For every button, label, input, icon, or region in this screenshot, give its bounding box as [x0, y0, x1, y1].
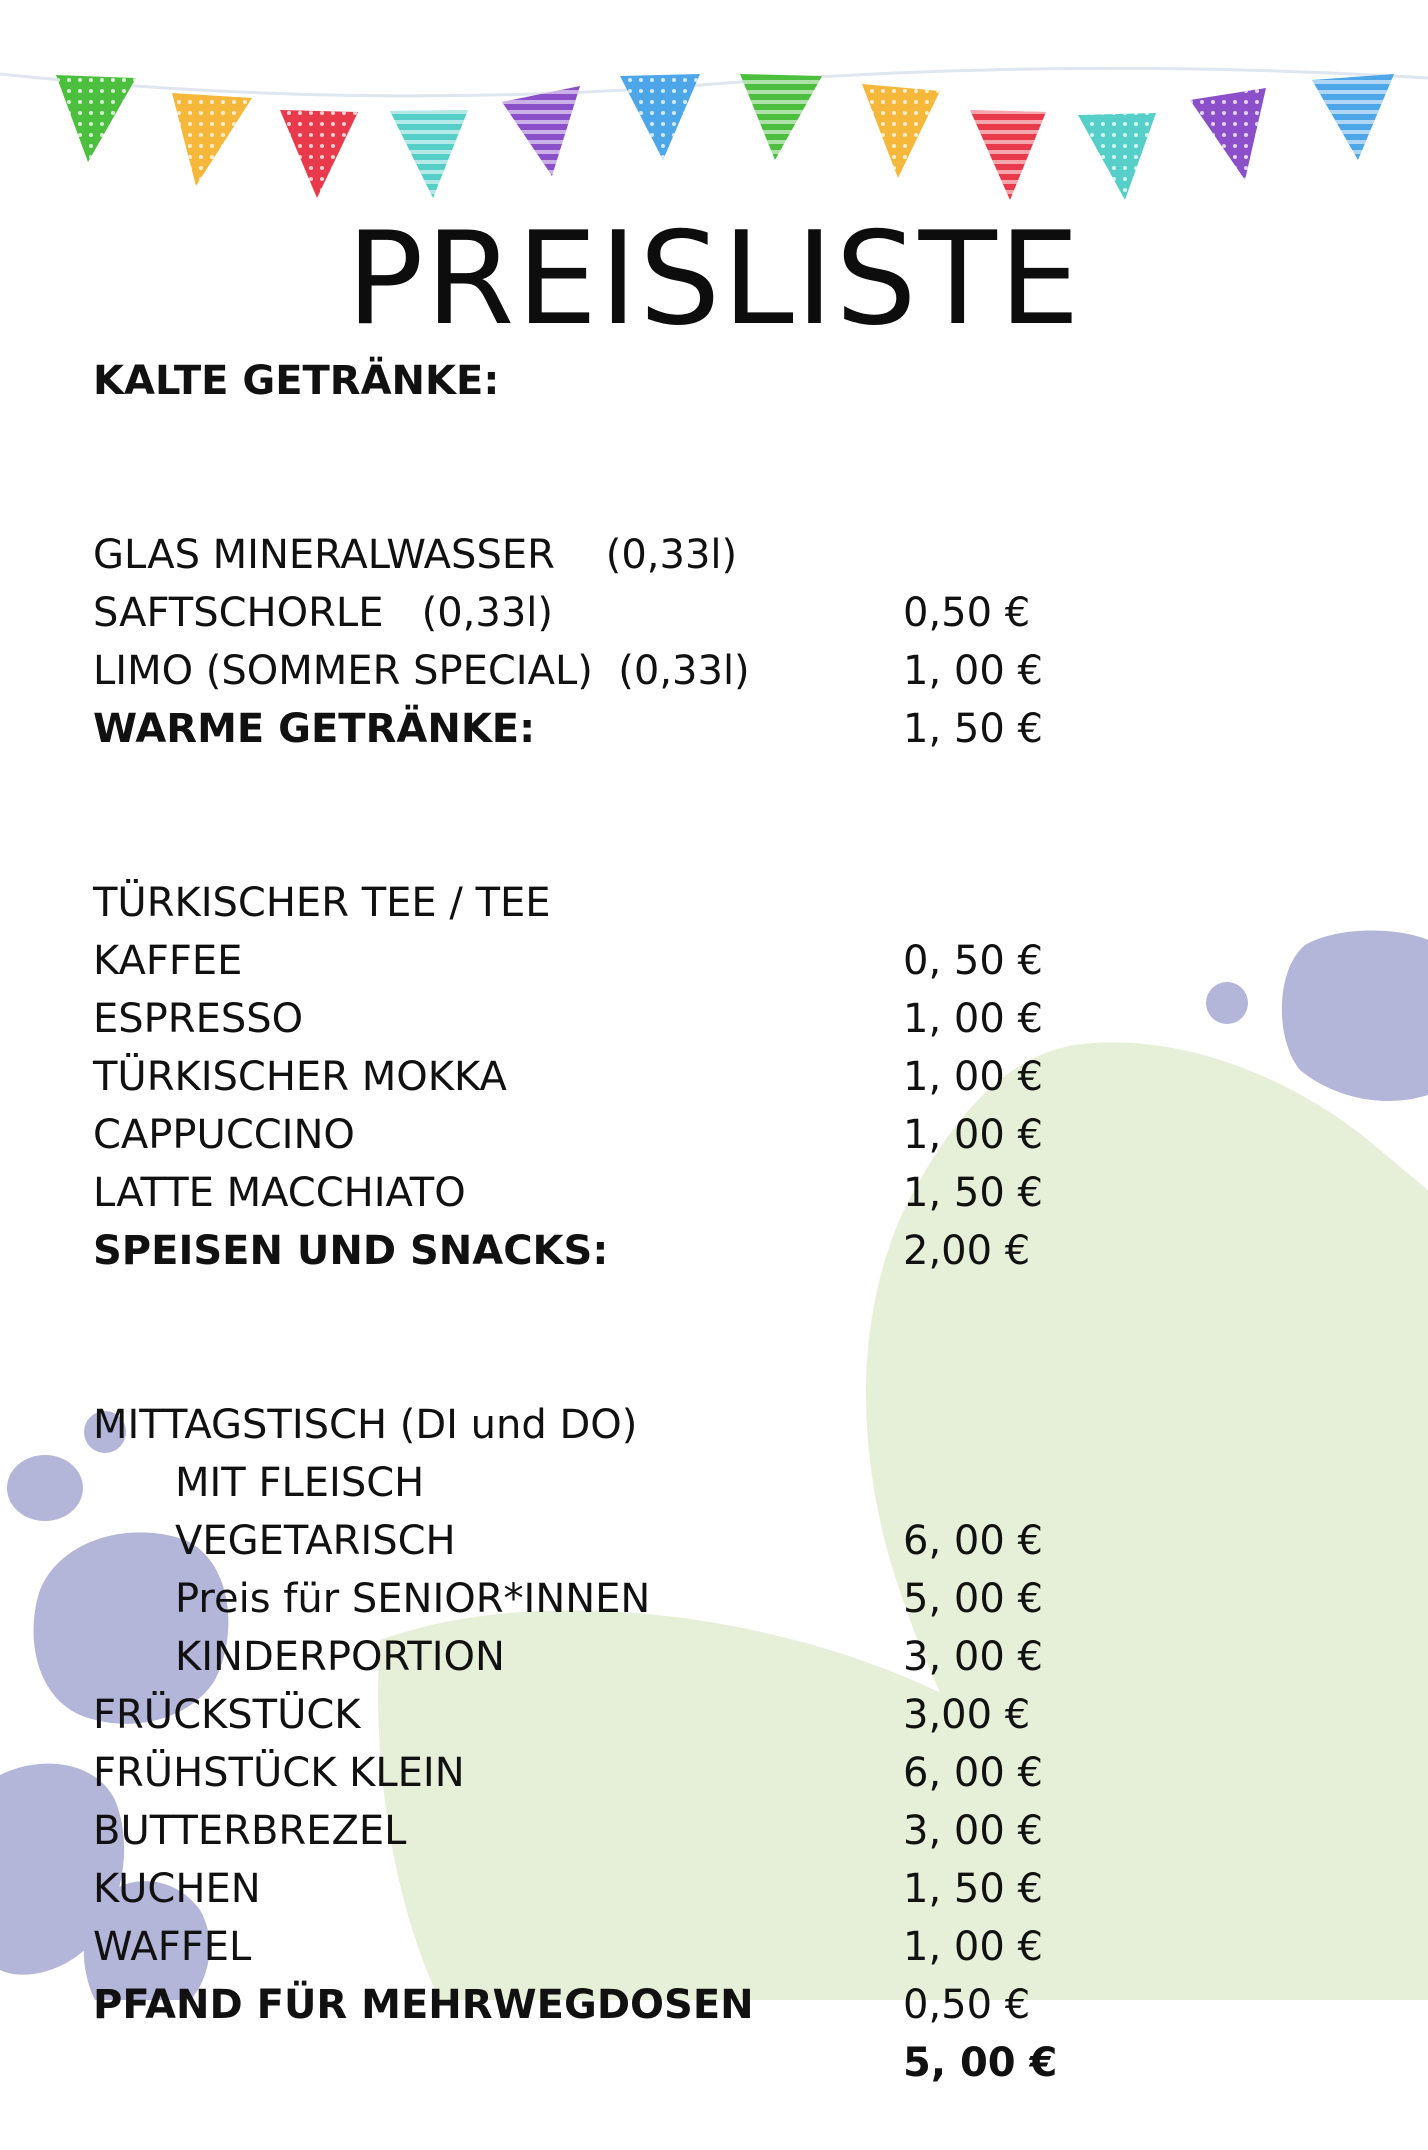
- item-price: 6, 00 €: [903, 1750, 1043, 1796]
- item-name: TÜRKISCHER MOKKA: [93, 1054, 507, 1100]
- item-name: ESPRESSO: [93, 996, 304, 1042]
- section-heading-warm-drinks: WARME GETRÄNKE:: [93, 706, 536, 752]
- item-name: MIT FLEISCH: [175, 1460, 425, 1506]
- item-price: 2,00 €: [903, 1228, 1031, 1274]
- item-name: KINDERPORTION: [175, 1634, 505, 1680]
- item-name: FRÜHSTÜCK KLEIN: [93, 1750, 465, 1796]
- item-name: KUCHEN: [93, 1866, 261, 1912]
- item-price: 1, 00 €: [903, 1054, 1043, 1100]
- section-heading-food: SPEISEN UND SNACKS:: [93, 1228, 609, 1274]
- bunting-string: [0, 68, 1428, 96]
- deposit-price: 5, 00 €: [903, 2040, 1058, 2086]
- item-name: TÜRKISCHER TEE / TEE: [93, 880, 551, 926]
- item-price: 0,50 €: [903, 1982, 1031, 2028]
- item-price: 1, 50 €: [903, 706, 1043, 752]
- item-name: LIMO (SOMMER SPECIAL) (0,33l): [93, 648, 750, 694]
- item-price: 1, 00 €: [903, 996, 1043, 1042]
- item-price: 3, 00 €: [903, 1808, 1043, 1854]
- item-name: LATTE MACCHIATO: [93, 1170, 466, 1216]
- item-name: KAFFEE: [93, 938, 243, 984]
- item-name: SAFTSCHORLE (0,33l): [93, 590, 553, 636]
- item-name: GLAS MINERALWASSER (0,33l): [93, 532, 738, 578]
- deposit-name: PFAND FÜR MEHRWEGDOSEN: [93, 1982, 754, 2028]
- lunch-label: MITTAGSTISCH (DI und DO): [93, 1402, 638, 1448]
- item-name: CAPPUCCINO: [93, 1112, 355, 1158]
- item-price: 1, 50 €: [903, 1866, 1043, 1912]
- lavender-dot-left: [7, 1455, 83, 1521]
- item-price: 6, 00 €: [903, 1518, 1043, 1564]
- price-list: [93, 352, 1333, 2086]
- bunting-garland: [0, 0, 1428, 220]
- item-name: FRÜCKSTÜCK: [93, 1692, 361, 1738]
- item-name: BUTTERBREZEL: [93, 1808, 407, 1854]
- item-price: 3, 00 €: [903, 1634, 1043, 1680]
- item-price: 1, 00 €: [903, 1112, 1043, 1158]
- item-price: 1, 00 €: [903, 1924, 1043, 1970]
- item-name: VEGETARISCH: [175, 1518, 456, 1564]
- page-title: PREISLISTE: [346, 205, 1082, 354]
- item-price: 5, 00 €: [903, 1576, 1043, 1622]
- lunch-label-row: [93, 1338, 1333, 1448]
- item-price: 0, 50 €: [903, 938, 1043, 984]
- item-price: 3,00 €: [903, 1692, 1031, 1738]
- item-price: 1, 00 €: [903, 648, 1043, 694]
- item-price: 1, 50 €: [903, 1170, 1043, 1216]
- item-price: 0,50 €: [903, 590, 1031, 636]
- section-heading-cold-drinks: KALTE GETRÄNKE:: [93, 358, 500, 404]
- item-name: WAFFEL: [93, 1924, 252, 1970]
- item-name: Preis für SENIOR*INNEN: [175, 1576, 651, 1622]
